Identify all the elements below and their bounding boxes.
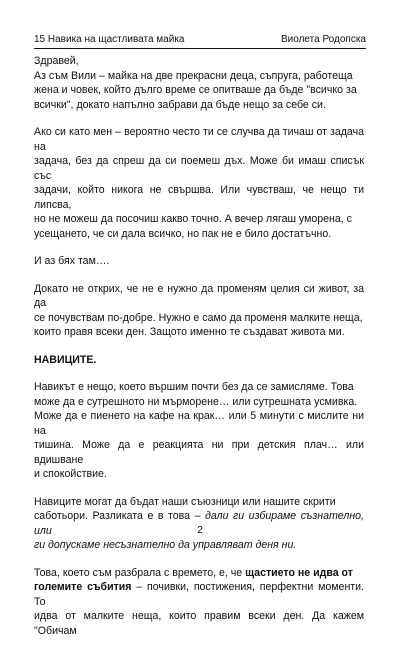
text-line: които правя всеки ден. Защото именно те създават живота ми. <box>34 326 345 338</box>
text-line: Навиците могат да бъдат наши съюзници или нашите скрити <box>34 495 336 508</box>
text-run: саботьори. Разликата е в това – <box>34 510 206 522</box>
text-run: – почивки, постижения, перфектни моменти. То <box>34 581 365 608</box>
paragraph-habit-definition <box>34 380 364 482</box>
author-name: Виолета Родопска <box>280 34 366 45</box>
text-line: Може да е пиенето на кафе на крак… или 5 минути с мислите ни на <box>34 410 364 437</box>
text-line: Докато не открих, че не е нужно да променям целия си живот, за да <box>34 282 364 309</box>
text-line: се почувствам по-добре. Нужно е само да променя малките неща, <box>34 311 363 324</box>
text-run: Това, което съм разбрала с времето, е, че <box>34 566 246 579</box>
text-line: усещането, че си дала всичко, но пак не е било достатъчно. <box>34 227 332 240</box>
text-line <box>34 580 364 609</box>
text-line: всички", докато напълно забрави да бъде нещо за себе си. <box>34 98 326 111</box>
text-line: Ако си като мен – вероятно често ти се случва да тичаш от задача на <box>34 126 364 153</box>
page-content <box>34 54 364 651</box>
text-line: и спокойствие. <box>34 468 107 480</box>
bold-text: големите събития <box>34 581 132 593</box>
bold-text: щастието не идва от <box>245 566 353 579</box>
text-line: идва от малките неща, които правим всеки ден. Да кажем "Обичам <box>34 610 364 637</box>
text-line: Навикът е нещо, което вършим почти без да се замисляме. Това <box>34 381 354 393</box>
text-line: задача, без да спреш да си поемеш дъх. Може би имаш списък със <box>34 155 364 182</box>
text-line: И аз бях там…. <box>34 255 110 267</box>
section-heading: НАВИЦИТЕ. <box>34 353 97 366</box>
text-line: но не можеш да посочиш какво точно. А вечер лягаш уморена, с <box>34 213 352 225</box>
paragraph-allies-saboteurs <box>34 495 364 553</box>
paragraph-happiness <box>34 566 364 639</box>
book-title: 15 Навика на щастливата майка <box>34 34 185 45</box>
header-divider <box>34 48 366 49</box>
text-line: жена и човек, който дълго време се опитваше да бъде "всичко за <box>34 84 357 96</box>
paragraph-i-was-there <box>34 254 364 269</box>
paragraph-greeting <box>34 54 364 112</box>
page-header <box>34 34 366 48</box>
text-line: може да е сутрешното ни мърморене… или сутрешната усмивка. <box>34 395 358 408</box>
text-line: тишина. Може да е реакцията ни при детския плач… или вдишване <box>34 439 364 466</box>
text-line: Аз съм Вили – майка на две прекрасни деца, съпруга, работеща <box>34 69 353 82</box>
italic-text-line: ги допускаме несъзнателно да управляват деня ни. <box>34 539 297 551</box>
paragraph-like-me <box>34 125 364 241</box>
page-number: 2 <box>197 525 203 536</box>
text-line: Здравей, <box>34 55 79 67</box>
paragraph-discovery <box>34 282 364 340</box>
italic-text: дали ги избираме съзнателно, или <box>34 510 364 537</box>
text-line: задачи, който никога не свършва. Или чувстваш, че нещо ти липсва, <box>34 184 364 211</box>
text-line <box>34 566 364 581</box>
